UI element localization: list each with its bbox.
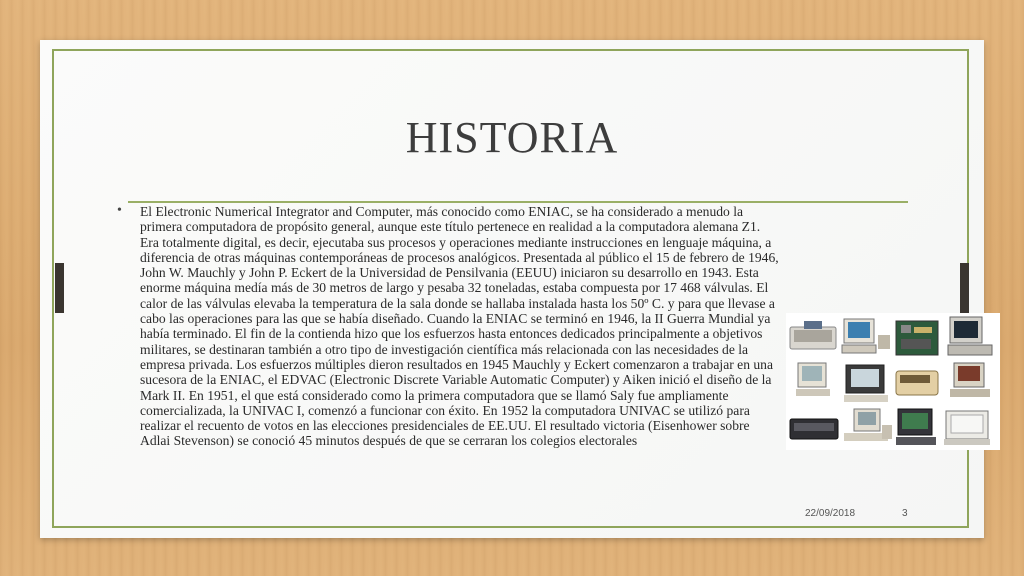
body-paragraph: El Electronic Numerical Integrator and Computer, más conocido como ENIAC, se ha considerado a menudo la primera computadora de propósito general, aunque este título pertenece en realidad a la computadora alemana Z1. Era totalmente digital, es decir, ejecutaba sus procesos y operaciones mediante instrucciones en lenguaje máquina, a diferencia de otras máquinas contemporáneas de procesos analógicos. Presentada al público el 15 de febrero de 1946, John W. Mauchly y John P. Eckert de la Universidad de Pensilvania (EEUU) iniciaron su desarrollo en 1943. Esta enorme máquina medía más de 30 metros de largo y pesaba 32 toneladas, estaba compuesta por 17 468 válvulas. El calor de las válvulas elevaba la temperatura de la sala donde se hallaba instalada hasta los 50º C. y para que llevase a cabo las operaciones para las que se había diseñado. Cuando la ENIAC se terminó en 1946, la II Guerra Mundial ya había terminado. El fin de la contienda hizo que los esfuerzos hasta entonces dedicados principalmente a objetivos militares, se destinaran también a otro tipo de investigación científica más relacionada con las necesidades de la empresa privada. Los esfuerzos múltiples dieron resultados en 1945 Mauchly y Eckert comenzaron a trabajar en una sucesora de la ENIAC, el EDVAC (Electronic Discrete Variable Automatic Computer) y Aiken inició el diseño de la Mark II. En 1951, el que está considerado como la primera computadora que se llamó Saly fue ampliamente comercializada, la UNIVAC I, comenzó a funcionar con éxito. En 1952 la computadora UNIVAC se utilizó para realizar el recuento de votos en las elecciones presidenciales de EE.UU. El resultado victoria (Eisenhower sobre Adlai Stevenson) se conoció 45 minutos después de que se cerraran los colegios electorales — [140, 204, 779, 449]
slide-number: 3 — [902, 508, 908, 519]
computer-7-icon — [896, 371, 938, 395]
title-divider — [128, 201, 908, 203]
left-edge-tab — [55, 263, 64, 313]
right-edge-tab — [960, 263, 969, 313]
computer-3-icon — [896, 321, 938, 355]
computer-11-icon — [896, 409, 936, 445]
bullet-icon: • — [117, 203, 122, 218]
computer-10-icon — [844, 409, 892, 441]
computer-4-icon — [948, 317, 992, 355]
computer-12-icon — [944, 411, 990, 445]
vintage-computers-image — [786, 313, 1000, 450]
computer-9-icon — [790, 419, 838, 439]
computer-8-icon — [950, 363, 990, 397]
footer-date: 22/09/2018 — [805, 508, 856, 519]
computer-1-icon — [790, 321, 836, 349]
computer-5-icon — [796, 363, 830, 396]
slide-title: HISTORIA — [405, 113, 619, 162]
computer-6-icon — [844, 365, 888, 402]
computer-2-icon — [842, 319, 890, 353]
